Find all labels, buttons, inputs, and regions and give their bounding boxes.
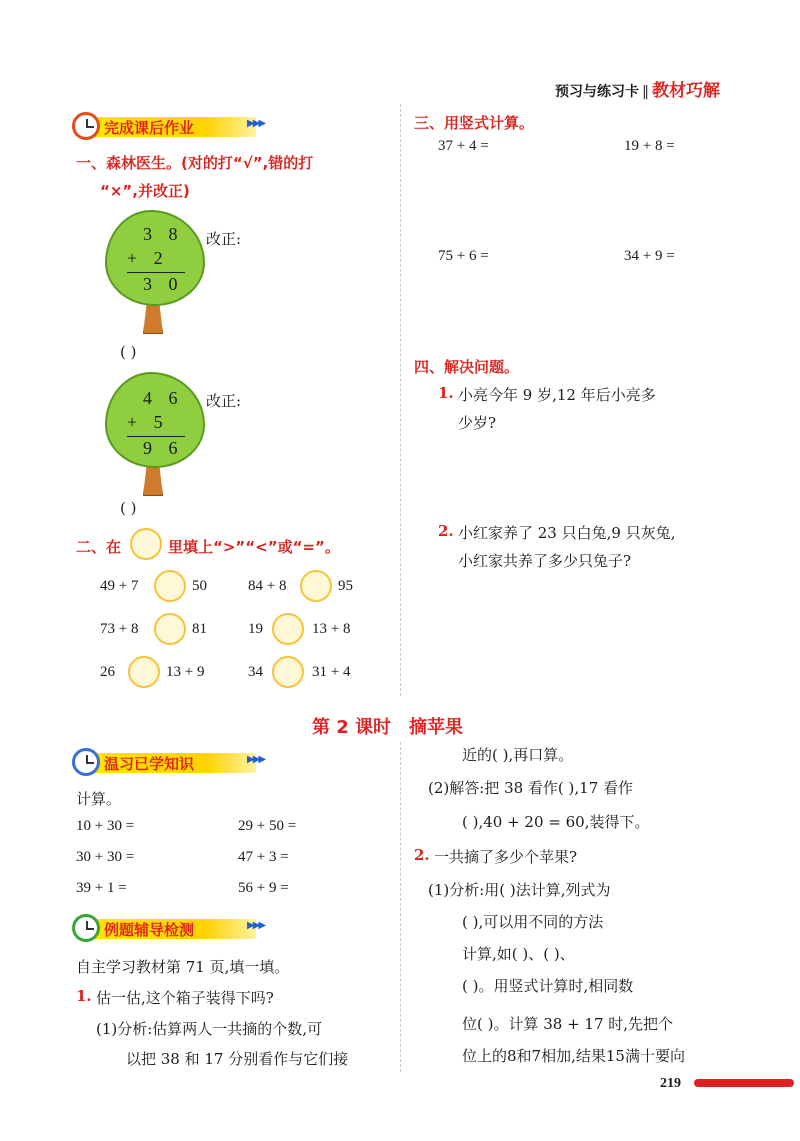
- column-divider-top: [400, 104, 401, 696]
- example-banner: [72, 916, 267, 942]
- tree2-top-number: 4 6: [143, 388, 184, 408]
- problem2-number: 2.: [438, 522, 454, 540]
- vertical-calc-item: 37 + 4 =: [438, 138, 489, 154]
- tree2-result: 9 6: [143, 438, 184, 458]
- page-header: [555, 76, 720, 101]
- book-name: 预习与练习卡: [555, 84, 639, 100]
- oral-calc-item: 30 + 30 =: [76, 849, 135, 865]
- compare-right-expr: 95: [338, 578, 353, 594]
- calc-label: 计算。: [76, 790, 122, 808]
- tree1-answer-paren[interactable]: ( ): [120, 343, 137, 361]
- page-number: 219: [660, 1076, 681, 1091]
- tree2-addend: + 5: [127, 412, 169, 432]
- compare-right-expr: 13 + 8: [312, 621, 351, 637]
- triple-arrow-icon: ▶▶▶: [247, 754, 265, 765]
- compare-circle[interactable]: [154, 613, 186, 645]
- problem1-line1: 小亮今年 9 岁,12 年后小亮多: [458, 386, 656, 404]
- banner-title: 例题辅导检测: [104, 921, 195, 939]
- banner-title: 完成课后作业: [104, 119, 195, 137]
- column-divider-bottom: [400, 742, 401, 1072]
- vertical-calc-item: 19 + 8 =: [624, 138, 675, 154]
- study-intro: 自主学习教材第 71 页,填一填。: [76, 958, 290, 976]
- compare-left-expr: 84 + 8: [248, 578, 287, 594]
- compare-left-expr: 49 + 7: [100, 578, 139, 594]
- tree1-fix-label: 改正:: [206, 230, 242, 248]
- vertical-calc-item: 75 + 6 =: [438, 248, 489, 264]
- analysis-line: 位( )。计算 38 + 17 时,先把个: [462, 1015, 674, 1033]
- tree2-fix-label: 改正:: [206, 392, 242, 410]
- compare-circle[interactable]: [300, 570, 332, 602]
- compare-circle[interactable]: [154, 570, 186, 602]
- q2-title-pre: 二、在: [76, 538, 122, 556]
- tree2-answer-paren[interactable]: ( ): [120, 499, 137, 517]
- q2-title-post: 里填上“>”“<”或“=”。: [168, 538, 340, 556]
- compare-left-expr: 19: [248, 621, 263, 637]
- problem1-number: 1.: [438, 384, 454, 402]
- example2-number: 2.: [414, 846, 430, 864]
- analysis-line: 位上的8和7相加,结果15满十要向: [462, 1047, 685, 1065]
- compare-circle[interactable]: [272, 656, 304, 688]
- q1-title-line1: 一、森林医生。(对的打“√”,错的打: [76, 154, 314, 172]
- continuation-line: 近的( ),再口算。: [462, 746, 574, 764]
- oral-calc-item: 10 + 30 =: [76, 818, 135, 834]
- compare-right-expr: 81: [192, 621, 207, 637]
- analysis-line: ( )。用竖式计算时,相同数: [462, 977, 634, 995]
- triple-arrow-icon: ▶▶▶: [247, 118, 265, 129]
- compare-circle[interactable]: [128, 656, 160, 688]
- analysis-line: ( ),可以用不同的方法: [462, 913, 604, 931]
- compare-right-expr: 31 + 4: [312, 664, 351, 680]
- oral-calc-item: 56 + 9 =: [238, 880, 289, 896]
- banner-title: 温习已学知识: [104, 755, 195, 773]
- problem1-line2: 少岁?: [458, 414, 497, 432]
- compare-right-expr: 13 + 9: [166, 664, 205, 680]
- tree1-addend: + 2: [127, 248, 169, 268]
- example1-number: 1.: [76, 987, 92, 1005]
- tree-figure-2: [105, 372, 205, 497]
- tree2-sum-line: [127, 436, 185, 437]
- tree1-top-number: 3 8: [143, 224, 184, 244]
- compare-circle-sample: [130, 528, 162, 560]
- answer-step-line: ( ),40 + 20 = 60,装得下。: [462, 813, 650, 831]
- review-banner: [72, 750, 267, 776]
- alarm-clock-icon: [72, 914, 100, 942]
- lesson-title: 第 2 课时 摘苹果: [312, 717, 464, 738]
- oral-calc-item: 29 + 50 =: [238, 818, 297, 834]
- example1-title: 估一估,这个箱子装得下吗?: [96, 989, 274, 1007]
- q1-title-line2: “×”,并改正): [100, 182, 190, 200]
- compare-circle[interactable]: [272, 613, 304, 645]
- tree1-result: 3 0: [143, 274, 184, 294]
- compare-left-expr: 73 + 8: [100, 621, 139, 637]
- footer-red-bar: [694, 1079, 794, 1087]
- tree-figure-1: [105, 210, 205, 335]
- problem2-line1: 小红家养了 23 只白兔,9 只灰兔,: [458, 524, 676, 542]
- brand-name: 教材巧解: [652, 81, 720, 101]
- compare-left-expr: 34: [248, 664, 263, 680]
- example1-analysis-line2: 以把 38 和 17 分别看作与它们接: [126, 1050, 349, 1068]
- analysis-line: 计算,如( )、( )、: [462, 945, 575, 963]
- analysis-line: (1)分析:用( )法计算,列式为: [428, 881, 611, 899]
- header-separator: ‖: [642, 84, 649, 100]
- homework-banner: [72, 114, 267, 140]
- example1-analysis-line1: (1)分析:估算两人一共摘的个数,可: [96, 1020, 323, 1038]
- triple-arrow-icon: ▶▶▶: [247, 920, 265, 931]
- answer-step-line: (2)解答:把 38 看作( ),17 看作: [428, 779, 634, 797]
- compare-left-expr: 26: [100, 664, 115, 680]
- alarm-clock-icon: [72, 748, 100, 776]
- q3-title: 三、用竖式计算。: [414, 114, 535, 132]
- vertical-calc-item: 34 + 9 =: [624, 248, 675, 264]
- compare-right-expr: 50: [192, 578, 207, 594]
- example2-title: 一共摘了多少个苹果?: [434, 848, 578, 866]
- tree1-sum-line: [127, 272, 185, 273]
- oral-calc-item: 39 + 1 =: [76, 880, 127, 896]
- problem2-line2: 小红家共养了多少只兔子?: [458, 552, 632, 570]
- alarm-clock-icon: [72, 112, 100, 140]
- oral-calc-item: 47 + 3 =: [238, 849, 289, 865]
- q4-title: 四、解决问题。: [414, 358, 520, 376]
